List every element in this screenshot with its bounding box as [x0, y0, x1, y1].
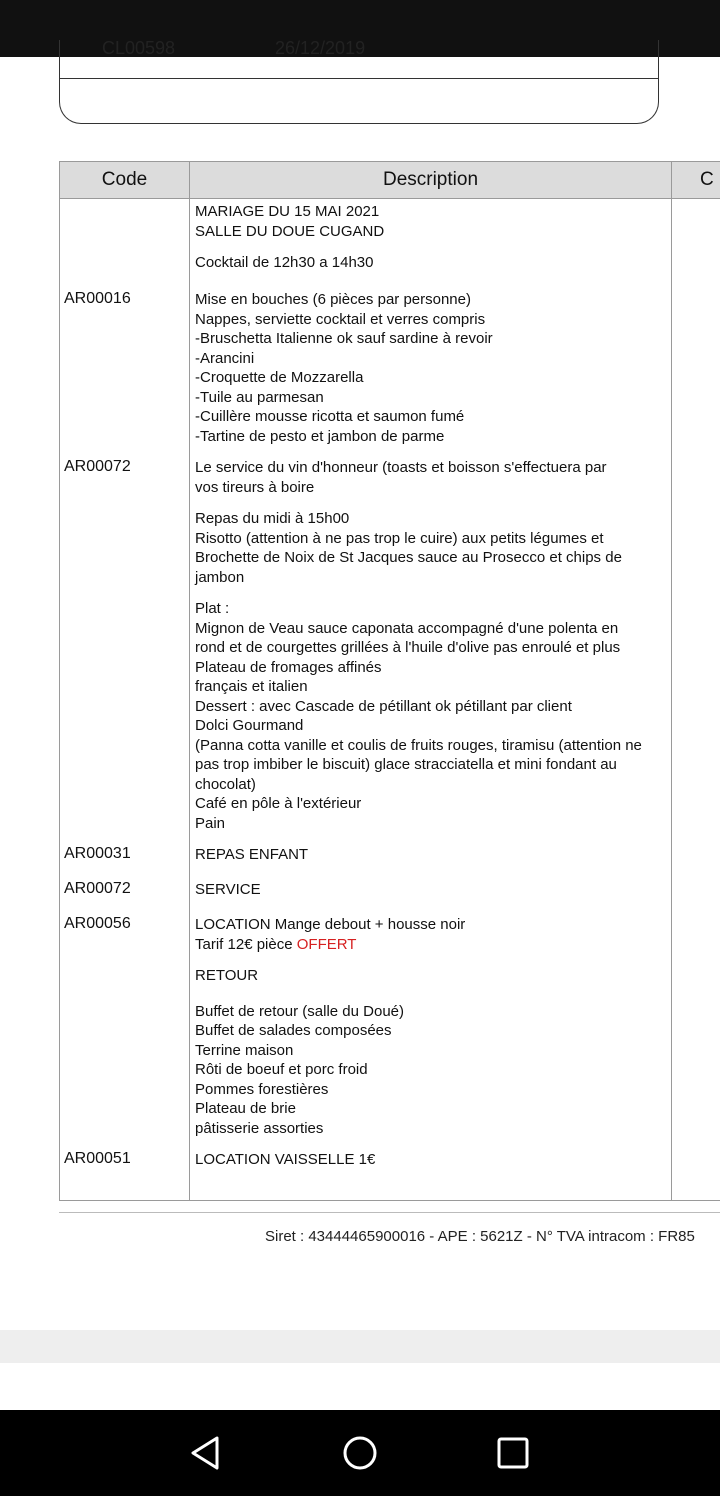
- table-row: [195, 458, 670, 833]
- offert-highlight: OFFERT: [296, 935, 357, 953]
- description-line: Dolci Gourmand: [195, 717, 304, 734]
- description-line: Pommes forestières: [195, 1080, 329, 1098]
- description-line: Terrine maison: [195, 1041, 294, 1059]
- description-line: Pain: [195, 814, 226, 832]
- spacer: [195, 986, 670, 1002]
- item-code: AR00016: [64, 290, 131, 307]
- description-line: Brochette de Noix de St Jacques sauce au Prosecco et chips de: [195, 549, 622, 566]
- description-line: -Tartine de pesto et jambon de parme: [195, 427, 445, 445]
- quote-table: [59, 161, 720, 1201]
- table-row: [195, 845, 670, 865]
- description-line: Buffet de retour (salle du Doué): [195, 1002, 405, 1020]
- column-divider: [189, 162, 190, 1200]
- description-line: vos tireurs à boire: [195, 478, 315, 496]
- table-row: [195, 880, 670, 900]
- description-line: MARIAGE DU 15 MAI 2021: [195, 203, 380, 220]
- tarif-line: [195, 935, 670, 955]
- description-line: RETOUR: [195, 967, 259, 984]
- description-line: pas trop imbiber le biscuit) glace stracciatella et mini fondant au: [195, 756, 617, 773]
- description-line: jambon: [195, 568, 245, 586]
- column-header-description: Description: [382, 169, 479, 190]
- description-line: (Panna cotta vanille et coulis de fruits rouges, tiramisu (attention ne: [195, 736, 642, 754]
- spacer: [195, 497, 670, 509]
- description-line: LOCATION Mange debout + housse noir: [195, 916, 466, 933]
- description-line: chocolat): [195, 775, 256, 793]
- spacer: [195, 587, 670, 599]
- navigation-bar: [0, 1410, 720, 1496]
- description-line: Repas du midi à 15h00: [195, 510, 350, 527]
- client-ref: CL00598: [102, 38, 176, 58]
- item-code: AR00031: [64, 845, 131, 862]
- description-line: rond et de courgettes grillées à l'huile d'olive pas enroulé et plus: [195, 639, 621, 656]
- description-line: Mise en bouches (6 pièces par personne): [195, 291, 471, 308]
- description-line: Mignon de Veau sauce caponata accompagné d'une polenta en: [195, 619, 619, 637]
- description-line: -Croquette de Mozzarella: [195, 369, 364, 386]
- description-line: -Tuile au parmesan: [195, 388, 324, 406]
- footer-divider: [59, 1212, 720, 1213]
- description-line: Rôti de boeuf et porc froid: [195, 1061, 368, 1078]
- column-header-next: C: [700, 169, 714, 190]
- document-date: 26/12/2019: [275, 38, 366, 58]
- description-line: -Arancini: [195, 349, 255, 367]
- spacer: [195, 954, 670, 966]
- item-code: AR00072: [64, 880, 131, 897]
- item-code: AR00051: [64, 1150, 131, 1167]
- page-gap: [0, 1330, 720, 1363]
- home-icon[interactable]: [337, 1430, 383, 1476]
- spacer: [195, 241, 670, 253]
- description-line: Plateau de brie: [195, 1100, 296, 1117]
- recents-icon[interactable]: [490, 1430, 536, 1476]
- item-code: AR00056: [64, 915, 131, 932]
- description-line: Café en pôle à l'extérieur: [195, 795, 362, 812]
- description-line: Nappes, serviette cocktail et verres compris: [195, 310, 486, 328]
- table-row: [195, 290, 670, 446]
- description-line: LOCATION VAISSELLE 1€: [195, 1151, 376, 1168]
- description-line: pâtisserie assorties: [195, 1119, 324, 1137]
- description-line: français et italien: [195, 678, 308, 695]
- description-line: SERVICE: [195, 881, 261, 898]
- item-code: AR00072: [64, 458, 131, 475]
- column-divider: [671, 162, 672, 1200]
- description-line: SALLE DU DOUE CUGAND: [195, 222, 385, 240]
- table-row: [195, 915, 670, 1138]
- description-line: -Cuillère mousse ricotta et saumon fumé: [195, 408, 465, 425]
- description-line: Le service du vin d'honneur (toasts et boisson s'effectuera par: [195, 459, 607, 476]
- description-line: -Bruschetta Italienne ok sauf sardine à revoir: [195, 330, 493, 347]
- table-row: [195, 202, 670, 273]
- description-line: Dessert : avec Cascade de pétillant ok pétillant par client: [195, 697, 572, 715]
- column-header-code: Code: [101, 169, 148, 190]
- client-info-box: [59, 40, 659, 124]
- box-divider: [60, 78, 658, 79]
- tarif-text: Tarif 12€ pièce: [195, 935, 293, 953]
- description-line: REPAS ENFANT: [195, 846, 309, 863]
- description-line: Buffet de salades composées: [195, 1022, 392, 1039]
- description-line: Plateau de fromages affinés: [195, 658, 382, 676]
- company-legal-info: Siret : 43444465900016 - APE : 5621Z - N° TVA intracom : FR85: [265, 1228, 695, 1245]
- table-row: [195, 1150, 670, 1170]
- description-line: Risotto (attention à ne pas trop le cuire) aux petits légumes et: [195, 529, 604, 547]
- description-line: Cocktail de 12h30 a 14h30: [195, 254, 374, 271]
- back-icon[interactable]: [183, 1430, 229, 1476]
- table-header: [60, 162, 720, 199]
- description-line: Plat :: [195, 600, 230, 617]
